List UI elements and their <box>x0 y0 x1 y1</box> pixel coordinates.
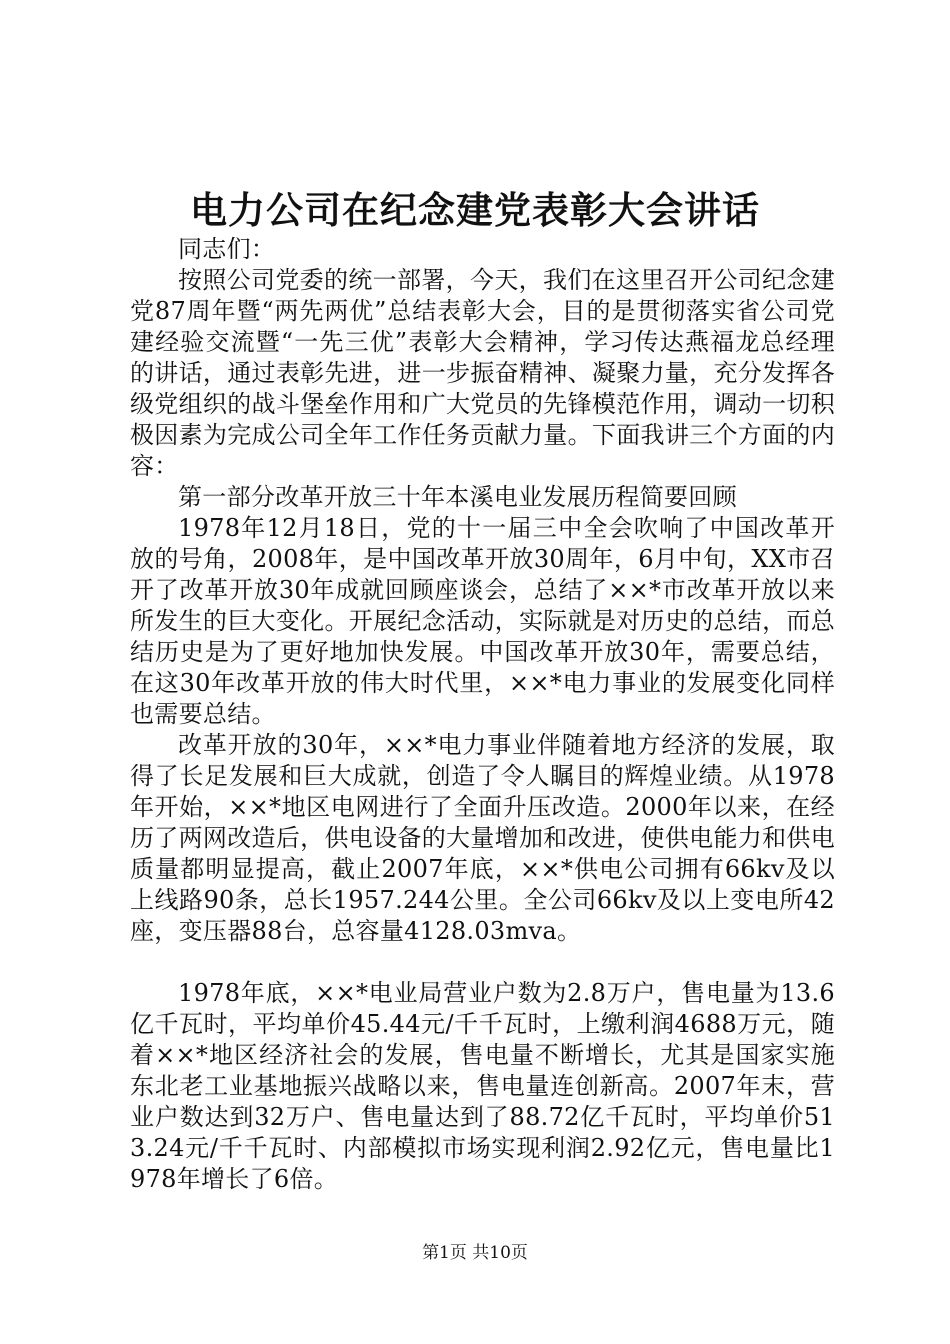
document-body <box>130 234 835 1195</box>
section-heading: 第一部分改革开放三十年本溪电业发展历程简要回顾 <box>178 483 737 511</box>
sales-paragraph: 1978年底，××*电业局营业户数为2.8万户，售电量为13.6亿千瓦时，平均单价45.44元/千千瓦时，上缴利润4688万元，随着××*地区经济社会的发展，售电量不断增长，尤其是国家实施东北老工业基地振兴战略以来，售电量连创新高。2007年末，营业户数达到32万户、售电量达到了88.72亿千瓦时，平均单价513.24元/千千瓦时、内部模拟市场实现利润2.92亿元，售电量比1978年增长了6倍。 <box>130 979 835 1193</box>
history-paragraph: 1978年12月18日，党的十一届三中全会吹响了中国改革开放的号角，2008年，是中国改革开放30周年，6月中旬，XX市召开了改革开放30年成就回顾座谈会，总结了××*市改革开放以来所发生的巨大变化。开展纪念活动，实际就是对历史的总结，而总结历史是为了更好地加快发展。中国改革开放30年，需要总结，在这30年改革开放的伟大时代里，××*电力事业的发展变化同样也需要总结。 <box>130 514 835 728</box>
intro-paragraph: 按照公司党委的统一部署，今天，我们在这里召开公司纪念建党87周年暨“两先两优”总结表彰大会，目的是贯彻落实省公司党建经验交流暨“一先三优”表彰大会精神，学习传达燕福龙总经理的讲话，通过表彰先进，进一步振奋精神、凝聚力量，充分发挥各级党组织的战斗堡垒作用和广大党员的先锋模范作用，调动一切积极因素为完成公司全年工作任务贡献力量。下面我讲三个方面的内容： <box>130 266 835 480</box>
document-title: 电力公司在纪念建党表彰大会讲话 <box>190 188 760 232</box>
achievements-paragraph: 改革开放的30年，××*电力事业伴随着地方经济的发展，取得了长足发展和巨大成就，创造了令人瞩目的辉煌业绩。从1978年开始，××*地区电网进行了全面升压改造。2000年以来，在经历了两网改造后，供电设备的大量增加和改进，使供电能力和供电质量都明显提高，截止2007年底，××*供电公司拥有66kv及以上线路90条，总长1957.244公里。全公司66kv及以上变电所42座，变压器88台，总容量4128.03mva。 <box>130 731 835 945</box>
salutation-paragraph: 同志们： <box>178 235 276 263</box>
page-footer: 第1页 共10页 <box>422 1243 528 1263</box>
